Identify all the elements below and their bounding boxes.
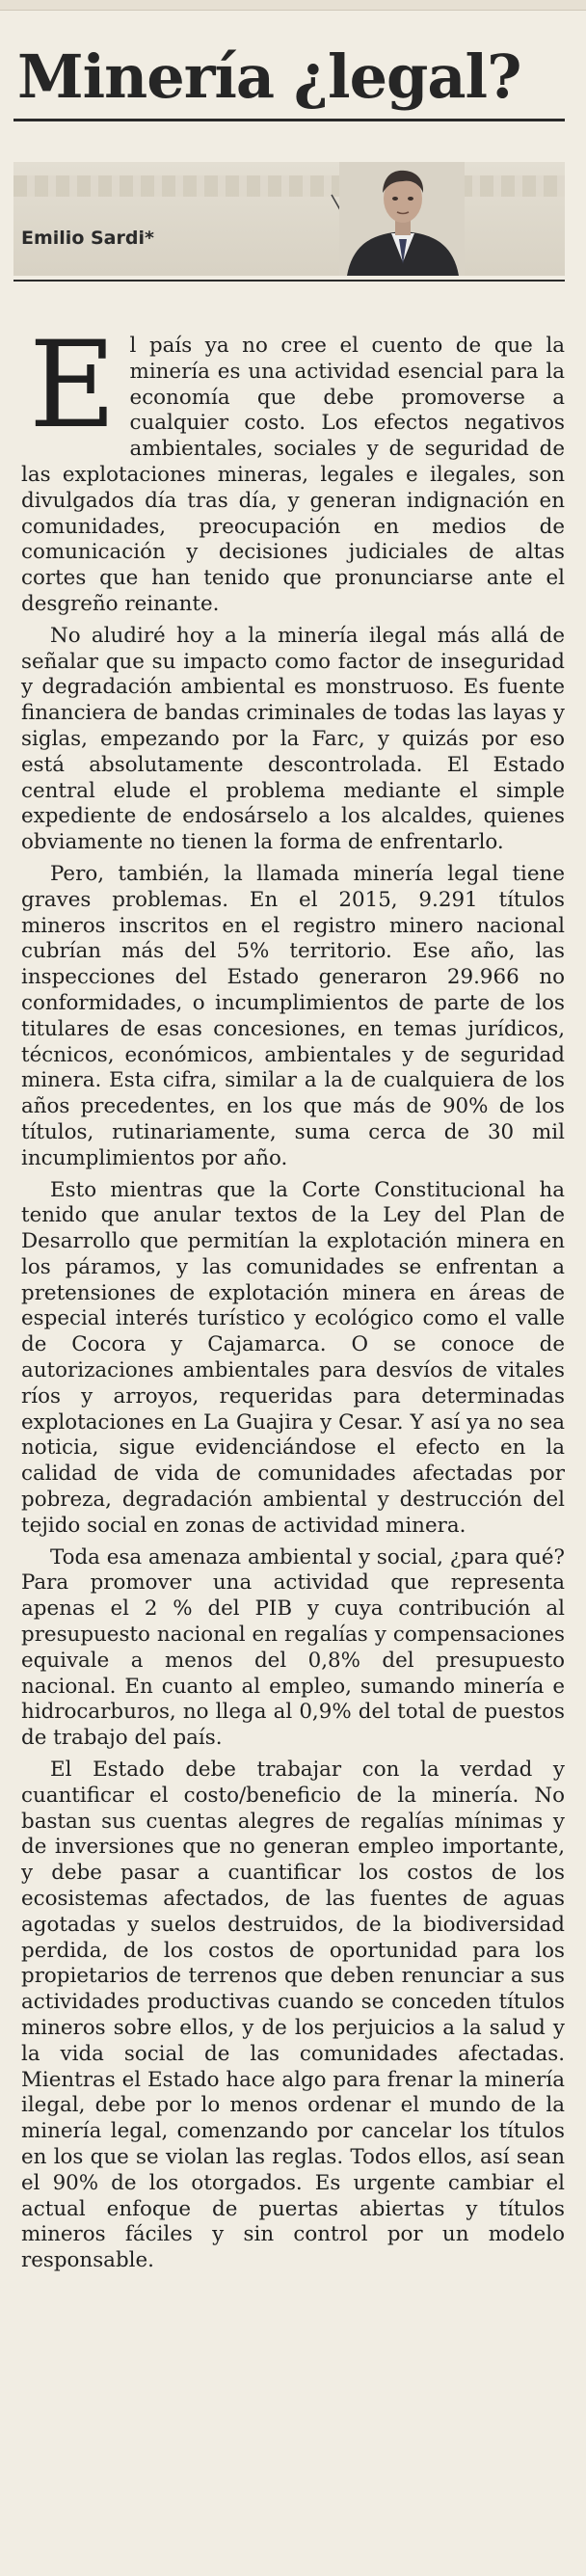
author-portrait [339, 162, 465, 276]
headline: Minería ¿legal? [17, 41, 521, 112]
band-texture [13, 175, 565, 197]
byline-band [13, 162, 565, 276]
drop-cap: E [29, 316, 117, 455]
paragraph-1 [21, 316, 565, 618]
paragraph-3: Pero, también, la llamada minería legal tiene graves problemas. En el 2015, 9.291 títulos mineros inscritos en el registro minero nacional cubrían más del 5% territorio. Ese año, las inspecciones del Estado generaron 29.966 no conformidades, o incumplimientos de parte de los titulares de esas concesiones, en temas jurídicos, técnicos, económicos, ambientales y de seguridad minera. Esta cifra, similar a la de cualquiera de los años precedentes, en los que más de 90% de los títulos, rutinariamente, suma cerca de 30 mil incumplimientos por año. [21, 861, 565, 1170]
paragraph-2: No aludiré hoy a la minería ilegal más allá de señalar que su impacto como factor de inseguridad y degradación ambiental es monstruoso. Es fuente financiera de bandas criminales de todas las layas y siglas, empezando por la Farc, y quizás por eso está absolutamente descontrolada. El Estado central elude el problema mediante el simple expediente de endosárselo a los alcaldes, quienes obviamente no tienen la forma de enfrentarlo. [21, 623, 565, 855]
paragraph-6: El Estado debe trabajar con la verdad y cuantificar el costo/beneficio de la minería. No bastan sus cuentas alegres de regalías mínimas y de inversiones que no generan empleo importante, y debe pasar a cuantificar los costos de los ecosistemas afectados, de las fuentes de aguas agotadas y suelos destruidos, de la biodiversidad perdida, de los costos de oportunidad para los propietarios de terrenos que deben renunciar a sus actividades productivas cuando se conceden títulos mineros sobre ellos, y de los perjuicios a la salud y la vida social de las comunidades afectadas. Mientras el Estado hace algo para frenar la minería ilegal, debe por lo menos ordenar el mundo de la minería legal, comenzando por cancelar los títulos en los que se violan las reglas. Todos ellos, así sean el 90% de los otorgados. Es urgente cambiar el actual enfoque de puertas abiertas y títulos mineros fáciles y sin control por un modelo responsable. [21, 1758, 565, 2273]
byline-rule [13, 280, 565, 282]
headline-rule [13, 119, 565, 121]
article-body [21, 316, 566, 2280]
byline-author: Emilio Sardi* [21, 228, 154, 249]
top-border [0, 0, 586, 11]
paragraph-4: Esto mientras que la Corte Constitucional ha tenido que anular textos de la Ley del Plan de Desarrollo que permitían la explotación minera en los páramos, y las comunidades se enfrentan a pretensiones de explotación minera en áreas de especial interés turístico y ecológico como el valle de Cocora y Cajamarca. O se conoce de autorizaciones ambientales para desvíos de vitales ríos y arroyos, requeridas para determinadas explotaciones en La Guajira y Cesar. Y así ya no sea noticia, sigue evidenciándose el efecto en la calidad de vida de comunidades afectadas por pobreza, degradación ambiental y destrucción del tejido social en zonas de actividad minera. [21, 1177, 565, 1538]
paragraph-5: Toda esa amenaza ambiental y social, ¿para qué? Para promover una actividad que representa apenas el 2 % del PIB y cuya contribución al presupuesto nacional en regalías y compensaciones equivale a menos del 0,8% del presupuesto nacional. En cuanto al empleo, sumando minería e hidrocarburos, no llega al 0,9% del total de puestos de trabajo del país. [21, 1544, 566, 1751]
paragraph-1-text: l país ya no cree el cuento de que la minería es una actividad esencial para la economía que debe promoverse a cualquier costo. Los efectos negativos ambientales, sociales y de seguridad de las explotaciones mineras, legales e ilegales, son divulgados día tras día, y generan indignación en comunidades, preocupación en medios de comunicación y decisiones judiciales de altas cortes que han tenido que pronunciarse ante el desgreño reinante. [21, 334, 565, 616]
